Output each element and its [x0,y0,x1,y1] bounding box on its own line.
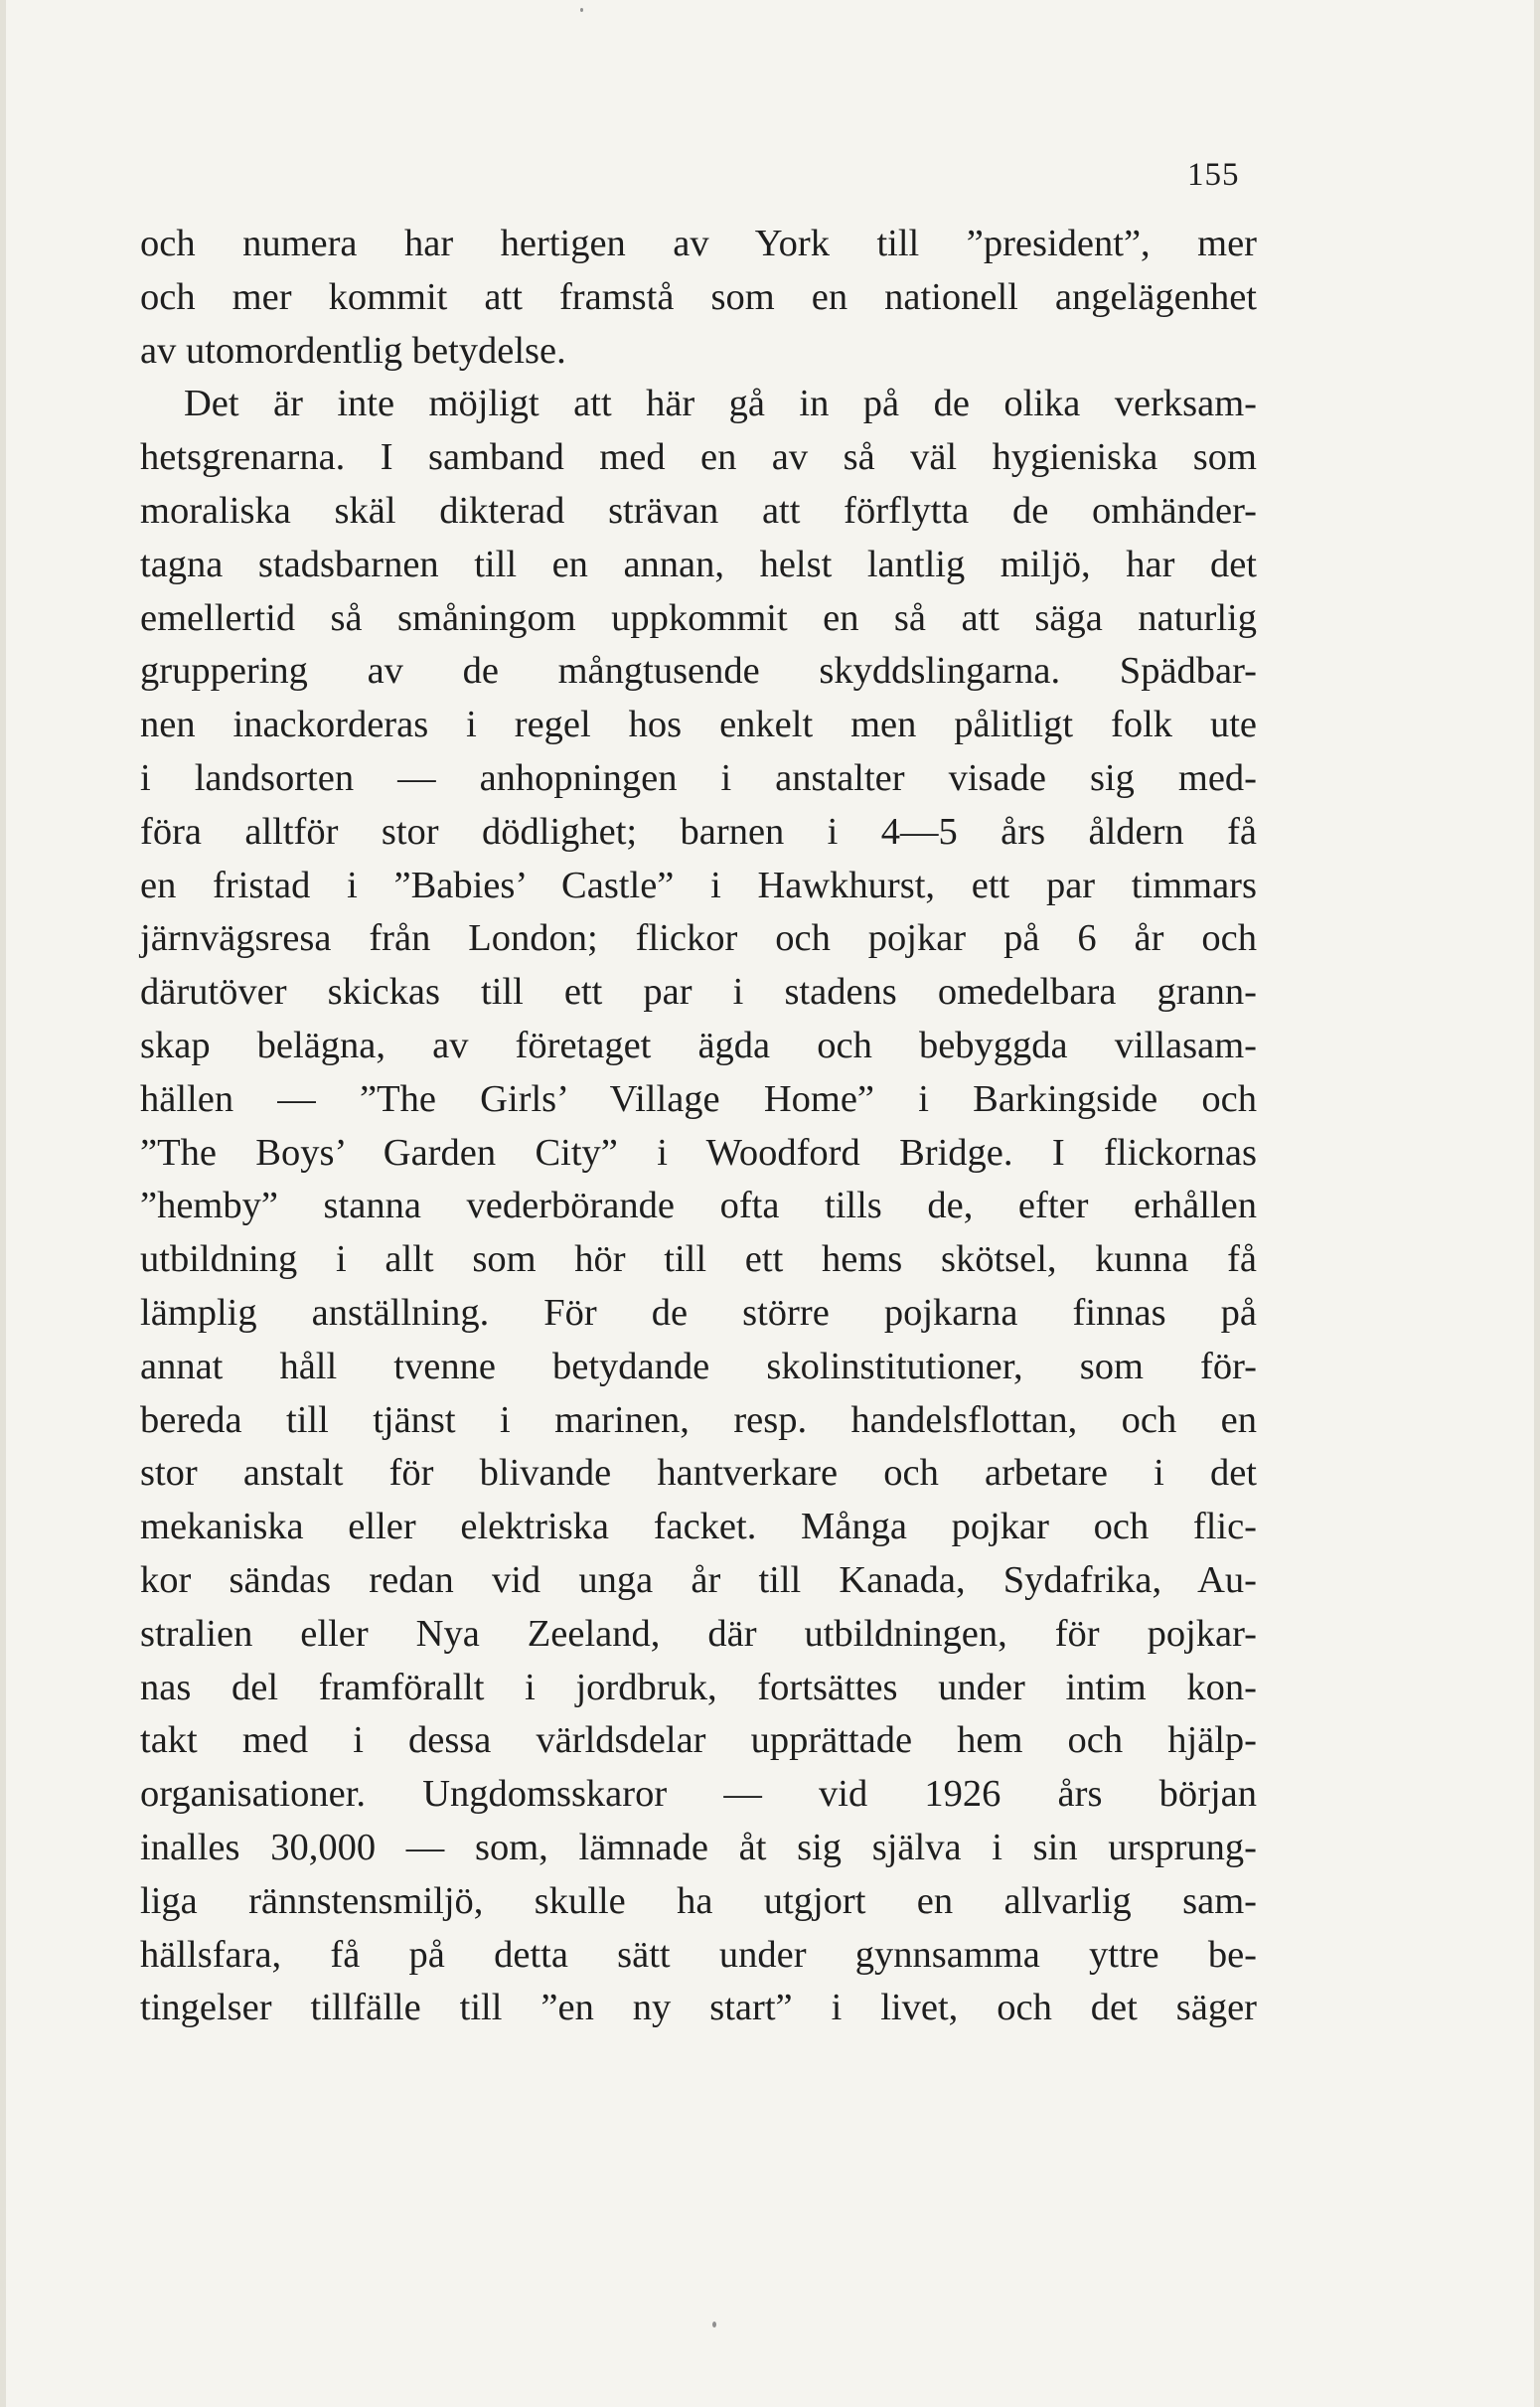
text-line: därutöver skickas till ett par i stadens omedelbara grann- [140,971,1257,1014]
text-line: av utomordentlig betydelse. [140,329,566,372]
text-line: Det är inte möjligt att här gå in på de olika verksam- [184,383,1257,425]
text-line: hällen — ”The Girls’ Village Home” i Barkingside och [140,1077,1257,1120]
text-line: organisationer. Ungdomsskaror — vid 1926 års början [140,1773,1257,1816]
text-line: järnvägsresa från London; flickor och pojkar på 6 år och [140,917,1257,960]
text-line: moraliska skäl dikterad strävan att förflytta de omhänder- [140,489,1257,532]
text-line: nas del framförallt i jordbruk, fortsättes under intim kon- [140,1666,1257,1708]
text-line: inalles 30,000 — som, lämnade åt sig själva i sin ursprung- [140,1826,1257,1868]
text-line: hetsgrenarna. I samband med en av så väl hygieniska som [140,436,1257,479]
text-line: ”hemby” stanna vederbörande ofta tills de, efter erhållen [140,1185,1257,1227]
text-line: skap belägna, av företaget ägda och bebyggda villasam- [140,1024,1257,1066]
text-line: tagna stadsbarnen till en annan, helst lantlig miljö, har det [140,543,1257,585]
text-line: liga rännstensmiljö, skulle ha utgjort en allvarlig sam- [140,1879,1257,1922]
text-line: en fristad i ”Babies’ Castle” i Hawkhurst, ett par timmars [140,864,1257,906]
text-line: emellertid så småningom uppkommit en så att säga naturlig [140,596,1257,639]
text-line: bereda till tjänst i marinen, resp. handelsflottan, och en [140,1398,1257,1441]
page-edge-right [1534,0,1540,2407]
text-line: och mer kommit att framstå som en nationell angelägenhet [140,275,1257,318]
ink-speck [712,2322,716,2327]
page-edge-left [0,0,6,2407]
text-line: hällsfara, få på detta sätt under gynnsamma yttre be- [140,1933,1257,1976]
text-line: i landsorten — anhopningen i anstalter visade sig med- [140,756,1257,799]
page-number: 155 [1187,157,1240,193]
text-line: tingelser tillfälle till ”en ny start” i livet, och det säger [140,1987,1257,2029]
ink-speck [580,8,583,12]
text-line: kor sändas redan vid unga år till Kanada, Sydafrika, Au- [140,1558,1257,1601]
text-line: och numera har hertigen av York till ”president”, mer [140,223,1257,264]
text-line: utbildning i allt som hör till ett hems skötsel, kunna få [140,1238,1257,1281]
text-line: annat håll tvenne betydande skolinstitutioner, som för- [140,1345,1257,1387]
text-line: stor anstalt för blivande hantverkare och arbetare i det [140,1452,1257,1495]
text-line: nen inackorderas i regel hos enkelt men pålitligt folk ute [140,704,1257,746]
text-line: lämplig anställning. För de större pojkarna finnas på [140,1291,1257,1334]
text-line: ”The Boys’ Garden City” i Woodford Bridge. I flickornas [140,1131,1257,1174]
text-line: föra alltför stor dödlighet; barnen i 4—5 års åldern få [140,810,1257,853]
body-text [140,218,1257,2035]
text-line: stralien eller Nya Zeeland, där utbildningen, för pojkar- [140,1612,1257,1655]
text-line: mekaniska eller elektriska facket. Många pojkar och flic- [140,1506,1257,1548]
text-line: takt med i dessa världsdelar upprättade hem och hjälp- [140,1719,1257,1762]
text-line: gruppering av de mångtusende skyddslingarna. Spädbar- [140,650,1257,693]
